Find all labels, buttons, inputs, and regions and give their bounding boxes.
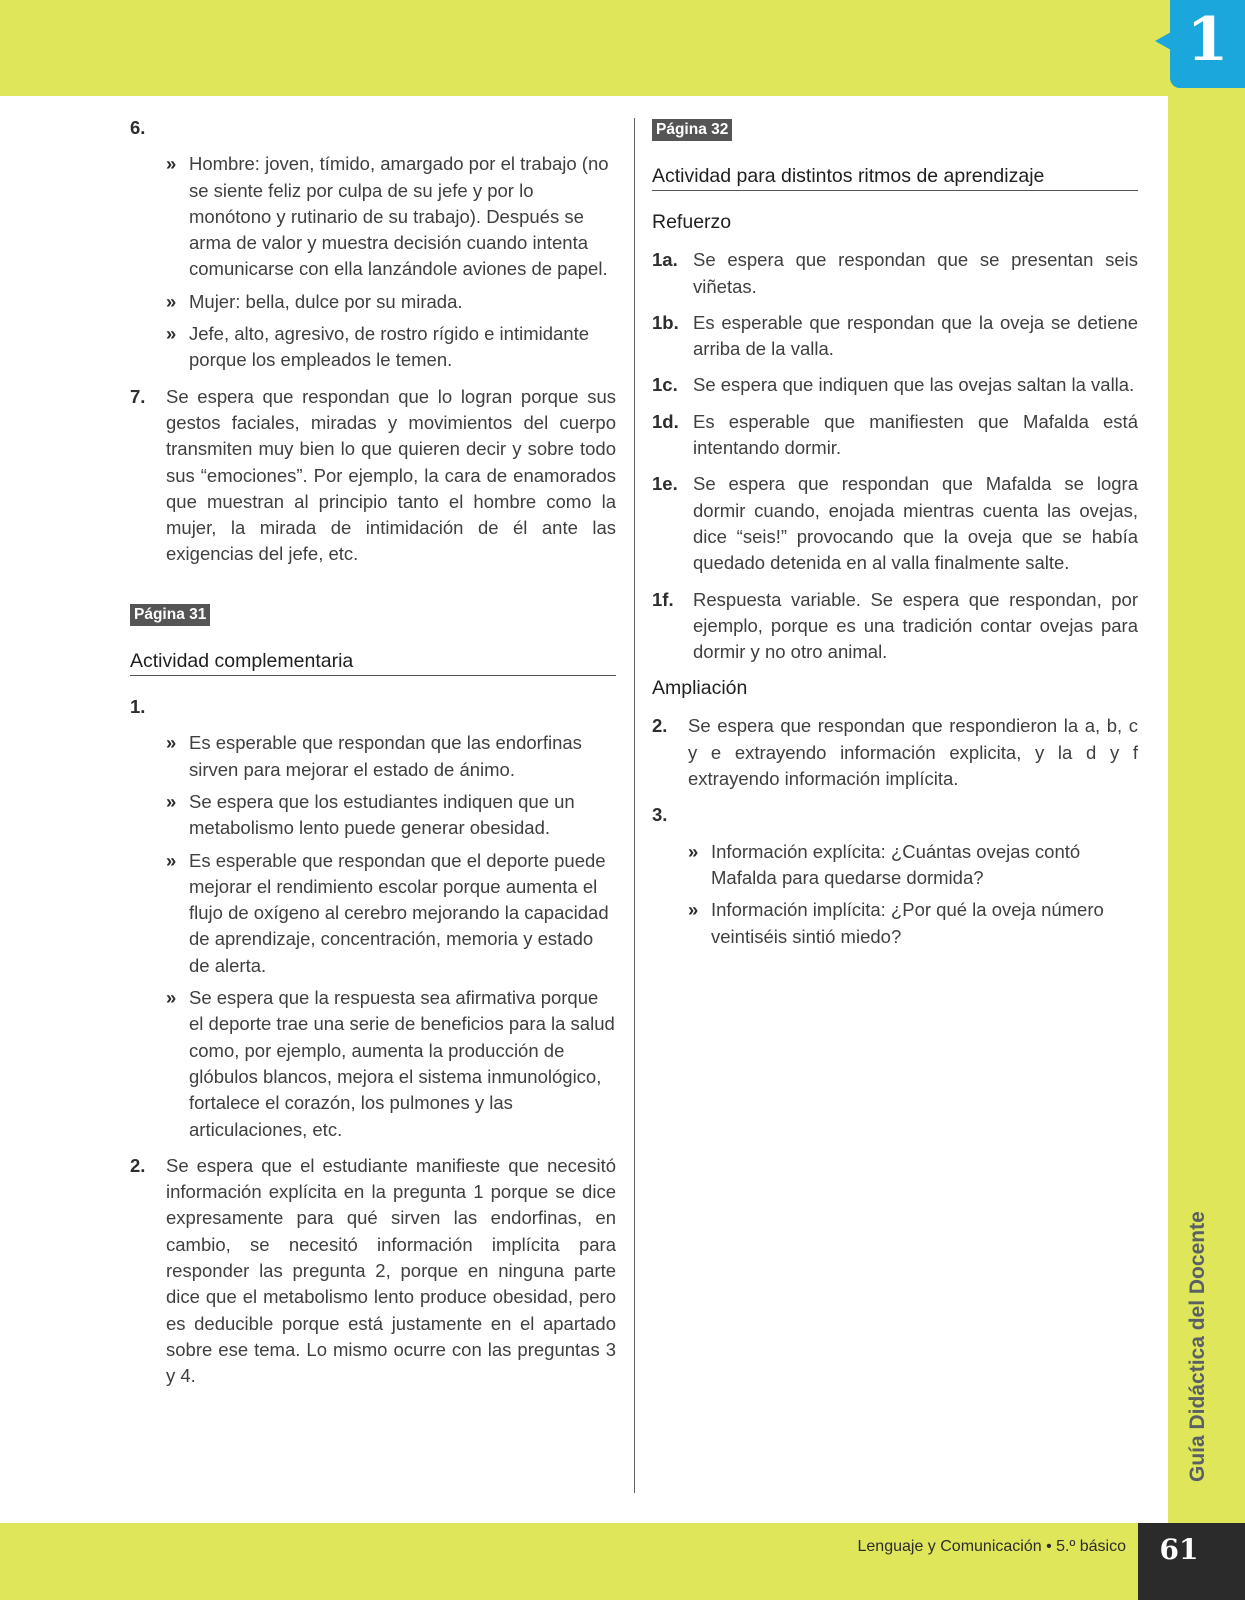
answer-item bbox=[652, 409, 1138, 462]
item-number: 1f. bbox=[652, 588, 674, 610]
page-tag: Página 31 bbox=[130, 604, 210, 626]
bullet-item bbox=[688, 897, 1138, 950]
item-number: 1c. bbox=[652, 374, 678, 396]
answer-item bbox=[652, 802, 1138, 828]
bullet-marker: » bbox=[166, 790, 177, 812]
item-number: 1b. bbox=[652, 311, 679, 333]
bullet-text: Hombre: joven, tímido, amargado por el trabajo (no se siente feliz por culpa de su jefe y por lo monótono y rutinario de su trabajo). Después se arma de valor y muestra decisión cuando intenta comunicarse con ella lanzándole aviones de papel. bbox=[189, 153, 609, 280]
bullet-item bbox=[166, 730, 616, 783]
item-number: 6. bbox=[130, 117, 146, 138]
bullet-marker: » bbox=[166, 732, 177, 754]
answer-item bbox=[652, 247, 1138, 300]
side-title: Guía Didáctica del Docente bbox=[1186, 1211, 1209, 1482]
bullet-text: Información explícita: ¿Cuántas ovejas contó Mafalda para quedarse dormida? bbox=[711, 840, 1081, 888]
item-text: Se espera que respondan que Mafalda se logra dormir cuando, enojada mientras cuenta las ovejas, dice “seis!” provocando que la oveja que se había quedado detenida en al valla finalmente salte. bbox=[693, 473, 1138, 574]
bullet-item bbox=[166, 848, 616, 979]
item-number: 1a. bbox=[652, 249, 678, 271]
unit-number: 1 bbox=[1186, 5, 1229, 75]
subsection-title: Refuerzo bbox=[652, 211, 732, 234]
column-divider bbox=[634, 118, 635, 1493]
bullet-marker: » bbox=[688, 840, 699, 862]
item-number: 2. bbox=[652, 715, 668, 737]
item-number: 1e. bbox=[652, 473, 678, 495]
bullet-text: Es esperable que respondan que el deporte puede mejorar el rendimiento escolar porque aumenta el flujo de oxígeno al cerebro mejorando la capacidad de aprendizaje, concentración, memoria y estado de alerta. bbox=[189, 849, 609, 976]
item-number: 2. bbox=[130, 1154, 146, 1176]
section-title: Actividad complementaria bbox=[130, 648, 616, 676]
bullet-item bbox=[166, 321, 616, 374]
unit-tab-notch bbox=[1155, 32, 1171, 50]
bullet-text: Jefe, alto, agresivo, de rostro rígido e intimidante porque los empleados le temen. bbox=[189, 323, 590, 371]
answer-item bbox=[130, 694, 616, 720]
item-text: Respuesta variable. Se espera que respondan, por ejemplo, porque es una tradición contar ovejas para dormir y no otro animal. bbox=[693, 588, 1138, 663]
bullet-list bbox=[166, 730, 616, 1142]
answer-item bbox=[652, 587, 1138, 666]
item-number: 1d. bbox=[652, 410, 679, 432]
item-text: Es esperable que respondan que la oveja se detiene arriba de la valla. bbox=[693, 311, 1138, 360]
section-title: Actividad para distintos ritmos de aprendizaje bbox=[652, 163, 1138, 191]
bullet-marker: » bbox=[166, 153, 177, 175]
left-column bbox=[130, 115, 616, 1399]
answer-item bbox=[130, 384, 616, 568]
item-text: Se espera que respondan que se presentan seis viñetas. bbox=[693, 249, 1138, 297]
item-text: Se espera que el estudiante manifieste que necesitó información explícita en la pregunta 1 porque se dice expresamente para qué sirven las endorfinas, en cambio, se necesitó información implícita para responder las pregunta 2, porque en ninguna parte dice que el metabolismo lento produce obesidad, pero es deducible porque está justamente en el apartado sobre ese tema. Lo mismo ocurre con las preguntas 3 y 4. bbox=[166, 1154, 616, 1387]
bullet-item bbox=[166, 789, 616, 842]
item-text: Se espera que respondan que lo logran porque sus gestos faciales, miradas y movimientos del cuerpo transmiten muy bien lo que quieren decir y sobre todo sus “emociones”. Por ejemplo, la cara de enamorados que muestran al principio tanto el hombre como la mujer, la mirada de intimidación de él ante las exigencias del jefe, etc. bbox=[166, 385, 616, 565]
bullet-text: Se espera que la respuesta sea afirmativa porque el deporte trae una serie de beneficios para la salud como, por ejemplo, aumenta la producción de glóbulos blancos, mejora el sistema inmunológico, fortalece el corazón, los pulmones y las articulaciones, etc. bbox=[189, 987, 615, 1140]
bullet-text: Es esperable que respondan que las endorfinas sirven para mejorar el estado de ánimo. bbox=[189, 732, 582, 780]
bullet-text: Se espera que los estudiantes indiquen que un metabolismo lento puede generar obesidad. bbox=[189, 790, 575, 839]
header-band bbox=[0, 0, 1245, 96]
item-text: Se espera que respondan que respondieron la a, b, c y e extrayendo información explicita, y la d y f extrayendo información implícita. bbox=[688, 715, 1138, 790]
item-number: 1. bbox=[130, 696, 146, 718]
answer-item bbox=[652, 372, 1138, 398]
answer-item bbox=[652, 310, 1138, 363]
bullet-marker: » bbox=[688, 899, 699, 921]
right-column bbox=[652, 115, 1138, 960]
bullet-item bbox=[166, 289, 616, 315]
answer-item bbox=[130, 1153, 616, 1390]
bullet-list bbox=[688, 839, 1138, 950]
bullet-marker: » bbox=[166, 849, 177, 871]
bullet-item bbox=[166, 151, 616, 282]
answer-item bbox=[652, 471, 1138, 576]
item-number: 3. bbox=[652, 804, 668, 826]
footer-band bbox=[0, 1523, 1245, 1600]
bullet-item bbox=[688, 839, 1138, 892]
page-tag: Página 32 bbox=[652, 119, 732, 141]
item-text: Es esperable que manifiesten que Mafalda está intentando dormir. bbox=[693, 410, 1138, 459]
bullet-marker: » bbox=[166, 323, 177, 345]
footer-subject: Lenguaje y Comunicación • 5.º básico bbox=[857, 1538, 1126, 1555]
bullet-marker: » bbox=[166, 290, 177, 312]
bullet-list bbox=[166, 151, 616, 373]
answer-item bbox=[652, 713, 1138, 792]
bullet-text: Información implícita: ¿Por qué la oveja número veintiséis sintió miedo? bbox=[711, 899, 1104, 947]
subsection-title: Ampliación bbox=[652, 677, 748, 700]
bullet-text: Mujer: bella, dulce por su mirada. bbox=[189, 290, 463, 312]
page-number: 61 bbox=[1159, 1533, 1199, 1566]
item-number: 7. bbox=[130, 385, 146, 407]
bullet-marker: » bbox=[166, 987, 177, 1009]
answer-item bbox=[130, 115, 616, 141]
bullet-item bbox=[166, 985, 616, 1143]
item-text: Se espera que indiquen que las ovejas saltan la valla. bbox=[693, 374, 1135, 396]
